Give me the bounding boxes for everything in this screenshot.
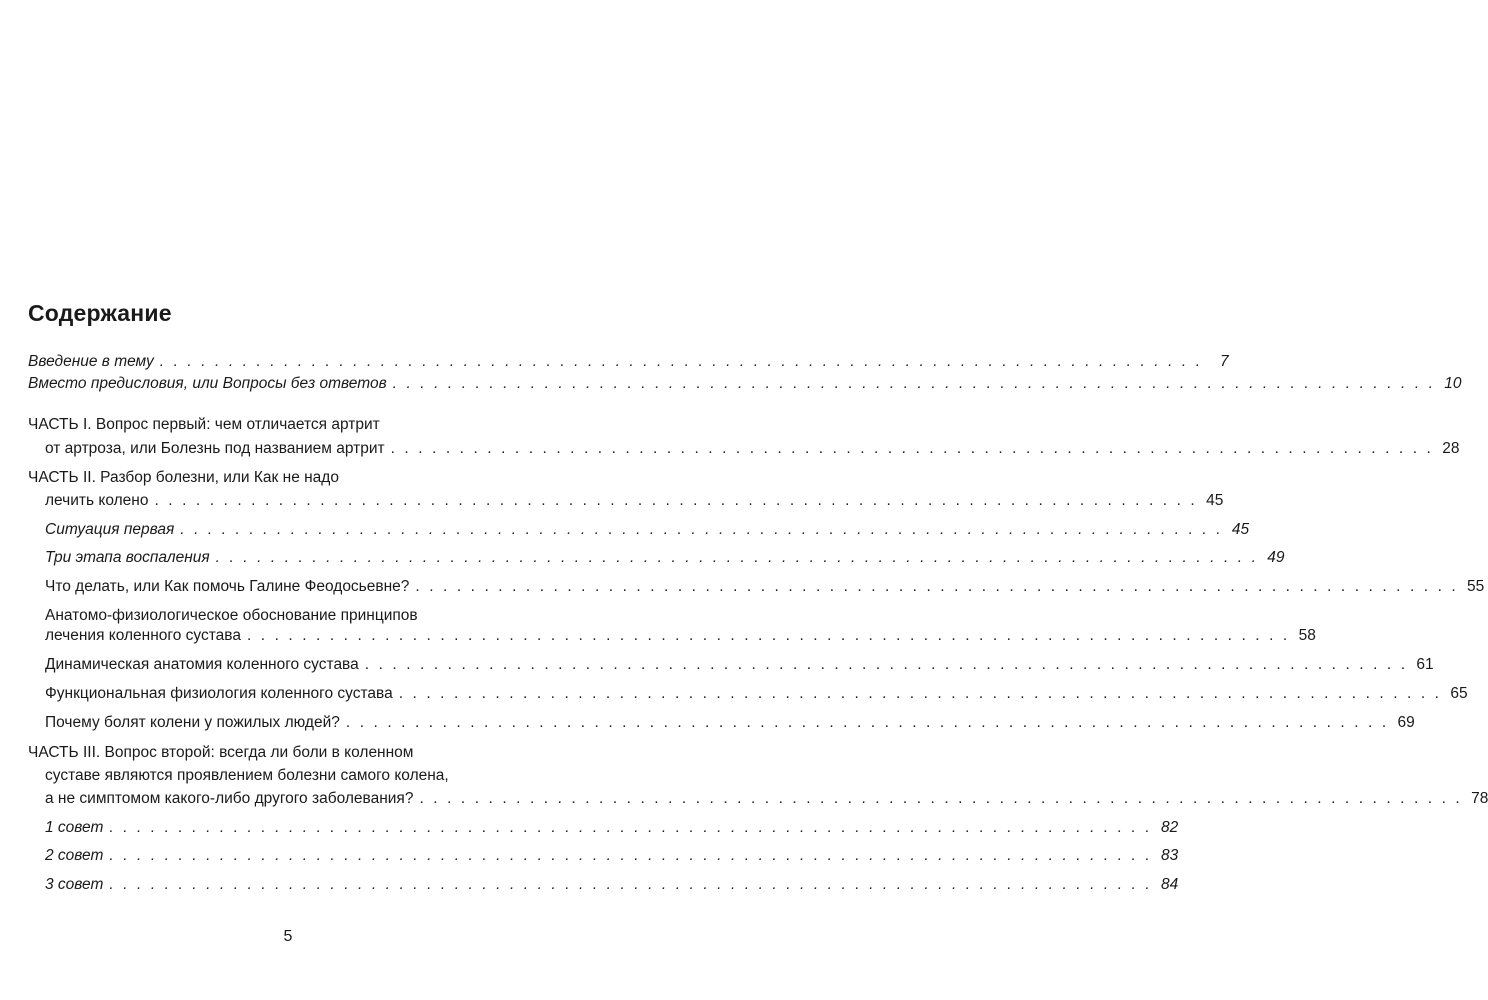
toc-entry[interactable] <box>45 684 1468 704</box>
toc-entry-label: лечения коленного сустава <box>45 627 241 644</box>
toc-entry[interactable] <box>45 875 1179 895</box>
toc-entry-page: 65 <box>1450 685 1468 702</box>
toc-entry-page: 78 <box>1471 790 1488 807</box>
toc-entry-label: Динамическая анатомия коленного сустава <box>45 656 359 673</box>
toc-entry-page: 58 <box>1298 627 1316 644</box>
page-title: Содержание <box>28 300 172 326</box>
toc-entry-label: Почему болят колени у пожилых людей? <box>45 714 340 731</box>
toc-entry-line: Анатомо-физиологическое обоснование принципов <box>45 607 418 624</box>
toc-entry-page: 84 <box>1161 876 1179 893</box>
toc-entry-label: Три этапа воспаления <box>45 549 210 566</box>
toc-leader-dots: . . . . . . . . . . . . . . . . . . . . . . . . . . . . . . . . . . . . . . . . . . . . . . . . . . . . . . . . . . . . . . . . . . . . . . . . . . . . <box>246 627 1290 644</box>
page-number: 5 <box>283 928 293 945</box>
toc-entry[interactable] <box>45 713 1415 733</box>
toc-leader-dots: . . . . . . . . . . . . . . . . . . . . . . . . . . . . . . . . . . . . . . . . . . . . . . . . . . . . . . . . . . . . . . . . . . . . . . . . . . . . <box>109 876 1153 893</box>
toc-leader-dots: . . . . . . . . . . . . . . . . . . . . . . . . . . . . . . . . . . . . . . . . . . . . . . . . . . . . . . . . . . . . . . . . . . . . . . . . . . . . <box>415 578 1459 595</box>
toc-entry[interactable] <box>28 374 1462 394</box>
toc-entry-page: 45 <box>1206 492 1224 509</box>
toc-entry-page: 28 <box>1442 440 1460 457</box>
toc-entry-label: 1 совет <box>45 819 104 836</box>
toc-entry[interactable] <box>45 655 1434 675</box>
toc-leader-dots: . . . . . . . . . . . . . . . . . . . . . . . . . . . . . . . . . . . . . . . . . . . . . . . . . . . . . . . . . . . . . . . . . . . . . . . . . . . . <box>109 819 1153 836</box>
toc-leader-dots: . . . . . . . . . . . . . . . . . . . . . . . . . . . . . . . . . . . . . . . . . . . . . . . . . . . . . . . . . . . . . . . . . . . . . . . . . . . . <box>154 492 1198 509</box>
toc-entry[interactable] <box>45 789 1488 809</box>
toc-entry-label: Введение в тему <box>28 353 154 370</box>
toc-leader-dots: . . . . . . . . . . . . . . . . . . . . . . . . . . . . . . . . . . . . . . . . . . . . . . . . . . . . . . . . . . . . . . . . . . . . . . . . . . . . <box>390 440 1434 457</box>
toc-leader-dots: . . . . . . . . . . . . . . . . . . . . . . . . . . . . . . . . . . . . . . . . . . . . . . . . . . . . . . . . . . . . . . . . . . . . . . . . . . . . <box>419 790 1463 807</box>
toc-entry[interactable] <box>45 439 1460 459</box>
toc-leader-dots: . . . . . . . . . . . . . . . . . . . . . . . . . . . . . . . . . . . . . . . . . . . . . . . . . . . . . . . . . . . . . . . . . . . . . . . . . . . . <box>345 714 1389 731</box>
toc-entry-label: 2 совет <box>45 847 104 864</box>
toc-entry-label: а не симптомом какого-либо другого заболевания? <box>45 790 414 807</box>
toc-entry-page: 69 <box>1397 714 1415 731</box>
toc-entry-page: 49 <box>1267 549 1285 566</box>
toc-entry[interactable] <box>45 520 1250 540</box>
toc-entry-page: 7 <box>1220 353 1229 370</box>
toc-entry[interactable] <box>45 577 1485 597</box>
toc-entry-label: Что делать, или Как помочь Галине Феодосьевне? <box>45 578 410 595</box>
toc-entry-label: Ситуация первая <box>45 521 175 538</box>
toc-leader-dots: . . . . . . . . . . . . . . . . . . . . . . . . . . . . . . . . . . . . . . . . . . . . . . . . . . . . . . . . . . . . . . . . . . . . . . . . . . . . <box>109 847 1153 864</box>
toc-leader-dots: . . . . . . . . . . . . . . . . . . . . . . . . . . . . . . . . . . . . . . . . . . . . . . . . . . . . . . . . . . . . . . . . . . . . . . . . . . . . <box>159 353 1203 370</box>
toc-entry-label: лечить колено <box>45 492 149 509</box>
toc-leader-dots: . . . . . . . . . . . . . . . . . . . . . . . . . . . . . . . . . . . . . . . . . . . . . . . . . . . . . . . . . . . . . . . . . . . . . . . . . . . . <box>364 656 1408 673</box>
toc-entry[interactable] <box>45 626 1316 646</box>
toc-entry-label: от артроза, или Болезнь под названием артрит <box>45 440 385 457</box>
toc-part-heading: ЧАСТЬ I. Вопрос первый: чем отличается артрит <box>28 416 380 433</box>
toc-entry-page: 10 <box>1444 375 1462 392</box>
toc-entry-page: 82 <box>1161 819 1179 836</box>
toc-leader-dots: . . . . . . . . . . . . . . . . . . . . . . . . . . . . . . . . . . . . . . . . . . . . . . . . . . . . . . . . . . . . . . . . . . . . . . . . . . . . <box>392 375 1436 392</box>
toc-part-heading-cont: суставе являются проявлением болезни самого колена, <box>45 767 449 784</box>
toc-entry-page: 83 <box>1161 847 1179 864</box>
toc-leader-dots: . . . . . . . . . . . . . . . . . . . . . . . . . . . . . . . . . . . . . . . . . . . . . . . . . . . . . . . . . . . . . . . . . . . . . . . . . . . . <box>215 549 1259 566</box>
toc-entry[interactable] <box>45 818 1179 838</box>
toc-entry-label: Функциональная физиология коленного сустава <box>45 685 393 702</box>
toc-leader-dots: . . . . . . . . . . . . . . . . . . . . . . . . . . . . . . . . . . . . . . . . . . . . . . . . . . . . . . . . . . . . . . . . . . . . . . . . . . . . <box>398 685 1442 702</box>
toc-entry-page: 55 <box>1467 578 1485 595</box>
toc-entry[interactable] <box>28 352 1229 372</box>
toc-entry-label: 3 совет <box>45 876 104 893</box>
toc-leader-dots: . . . . . . . . . . . . . . . . . . . . . . . . . . . . . . . . . . . . . . . . . . . . . . . . . . . . . . . . . . . . . . . . . . . . . . . . . . . . <box>180 521 1224 538</box>
toc-entry[interactable] <box>45 491 1224 511</box>
toc-entry-page: 61 <box>1416 656 1434 673</box>
toc-part-heading: ЧАСТЬ II. Разбор болезни, или Как не надо <box>28 469 339 486</box>
toc-entry[interactable] <box>45 846 1179 866</box>
toc-entry[interactable] <box>45 548 1285 568</box>
toc-entry-page: 45 <box>1231 521 1250 538</box>
toc-entry-label: Вместо предисловия, или Вопросы без ответов <box>28 375 387 392</box>
toc-part-heading: ЧАСТЬ III. Вопрос второй: всегда ли боли в коленном <box>28 744 414 761</box>
